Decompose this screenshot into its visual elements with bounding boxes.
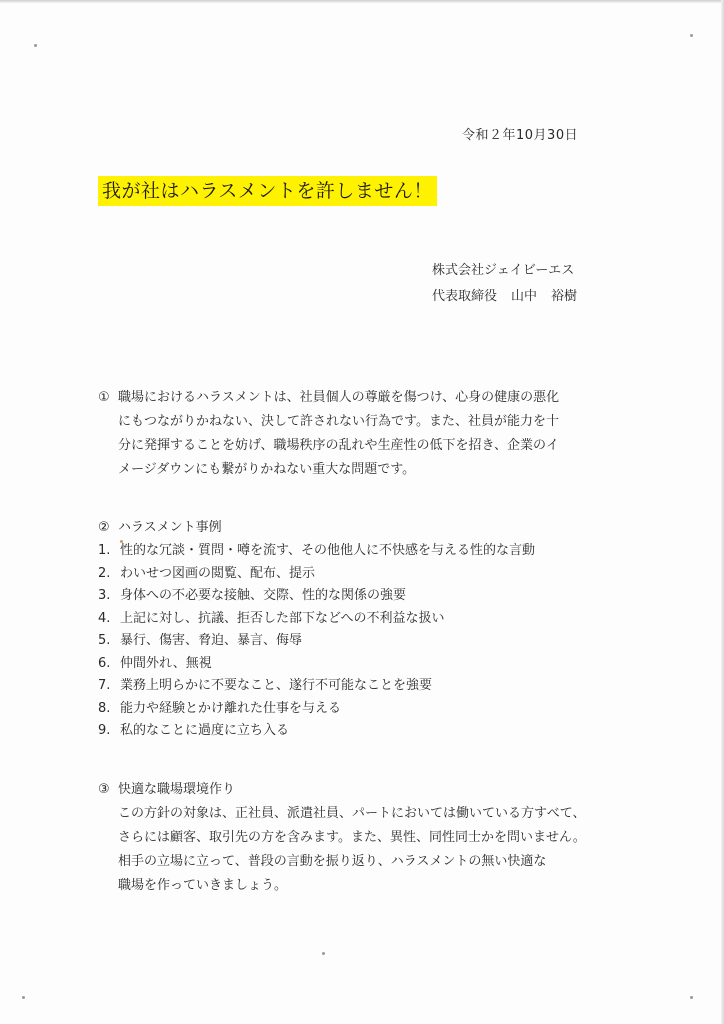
signer-role: 代表取締役 bbox=[432, 289, 498, 304]
list-item-number: 2. bbox=[98, 565, 111, 581]
list-item-text: 私的なことに過度に立ち入る bbox=[120, 723, 290, 738]
scan-speck bbox=[322, 952, 325, 955]
list-item bbox=[98, 608, 678, 631]
company-block bbox=[432, 258, 577, 310]
paragraph-line: 職場におけるハラスメントは、社員個人の尊厳を傷つけ、心身の健康の悪化 bbox=[118, 390, 560, 405]
section-marker: ③ bbox=[98, 782, 110, 797]
list-item-number: 7. bbox=[98, 678, 111, 693]
list-item-text: 能力や経験とかけ離れた仕事を与える bbox=[120, 700, 342, 716]
list-item-text: 身体への不必要な接触、交際、性的な関係の強要 bbox=[120, 588, 407, 603]
signer-line bbox=[432, 284, 577, 310]
section-policy bbox=[98, 386, 678, 482]
section-marker: ① bbox=[98, 390, 110, 405]
signer-given-name: 裕樹 bbox=[551, 289, 578, 304]
paragraph-line: この方針の対象は、正社員、派遣社員、パートにおいては働いている方すべて、 bbox=[118, 806, 586, 821]
paragraph-line: さらには顧客、取引先の方を含みます。また、異性、同性同士かを問いません。 bbox=[118, 830, 586, 845]
paragraph-line: 職場を作っていきましょう。 bbox=[118, 878, 288, 893]
list-item-number: 5. bbox=[98, 633, 111, 648]
section-paragraph bbox=[98, 802, 678, 898]
section-policy-line bbox=[98, 386, 678, 410]
scan-speck bbox=[690, 996, 693, 999]
paragraph-line: 相手の立場に立って、普段の言動を振り返り、ハラスメントの無い快適な bbox=[118, 854, 547, 869]
list-item-text: 仲間外れ、無視 bbox=[120, 655, 212, 671]
list-item bbox=[98, 585, 678, 608]
list-item bbox=[98, 630, 678, 653]
scan-speck bbox=[22, 996, 25, 999]
section-title: ハラスメント事例 bbox=[118, 520, 222, 535]
section-heading bbox=[98, 516, 678, 540]
list-item-text: 上記に対し、抗議、拒否した部下などへの不利益な扱い bbox=[120, 610, 445, 626]
list-item bbox=[98, 698, 678, 721]
list-item-number: 1. bbox=[98, 543, 111, 558]
list-item bbox=[98, 720, 678, 743]
list-item-number: 9. bbox=[98, 723, 111, 738]
list-item bbox=[98, 653, 678, 676]
list-item-number: 4. bbox=[98, 610, 111, 626]
paragraph-line: メージダウンにも繋がりかねない重大な問題です。 bbox=[118, 462, 416, 477]
list-item-number: 3. bbox=[98, 588, 111, 603]
scan-top-edge bbox=[0, 0, 724, 3]
section-title: 快適な職場環境作り bbox=[118, 782, 236, 797]
document-date: 令和２年10月30日 bbox=[462, 128, 579, 143]
list-item-text: 性的な冗談・質問・噂を流す、その他他人に不快感を与える性的な言動 bbox=[120, 543, 535, 558]
paragraph-line: 分に発揮することを妨げ、職場秩序の乱れや生産性の低下を招き、企業のイ bbox=[118, 438, 559, 453]
list-item-number: 8. bbox=[98, 700, 111, 716]
list-item bbox=[98, 563, 678, 586]
examples-list bbox=[98, 540, 678, 743]
list-item bbox=[98, 675, 678, 698]
list-item bbox=[98, 540, 678, 563]
list-item-text: 業務上明らかに不要なこと、遂行不可能なことを強要 bbox=[120, 678, 433, 693]
list-item-number: 6. bbox=[98, 655, 111, 671]
section-heading bbox=[98, 778, 678, 802]
list-item-text: 暴行、傷害、脅迫、暴言、侮辱 bbox=[120, 633, 303, 648]
section-harassment-examples bbox=[98, 516, 678, 743]
scan-speck bbox=[34, 44, 37, 47]
section-marker: ② bbox=[98, 520, 110, 535]
document-headline: 我が社はハラスメントを許しません！ bbox=[98, 176, 437, 206]
list-item-text: わいせつ図画の閲覧、配布、提示 bbox=[120, 565, 316, 581]
paragraph-line: にもつながりかねない、決して許されない行為です。また、社員が能力を十 bbox=[118, 414, 559, 429]
section-workplace-environment bbox=[98, 778, 678, 898]
company-name: 株式会社ジェイビーエス bbox=[432, 263, 575, 278]
scan-speck bbox=[690, 34, 693, 37]
signer-family-name: 山中 bbox=[511, 289, 538, 304]
